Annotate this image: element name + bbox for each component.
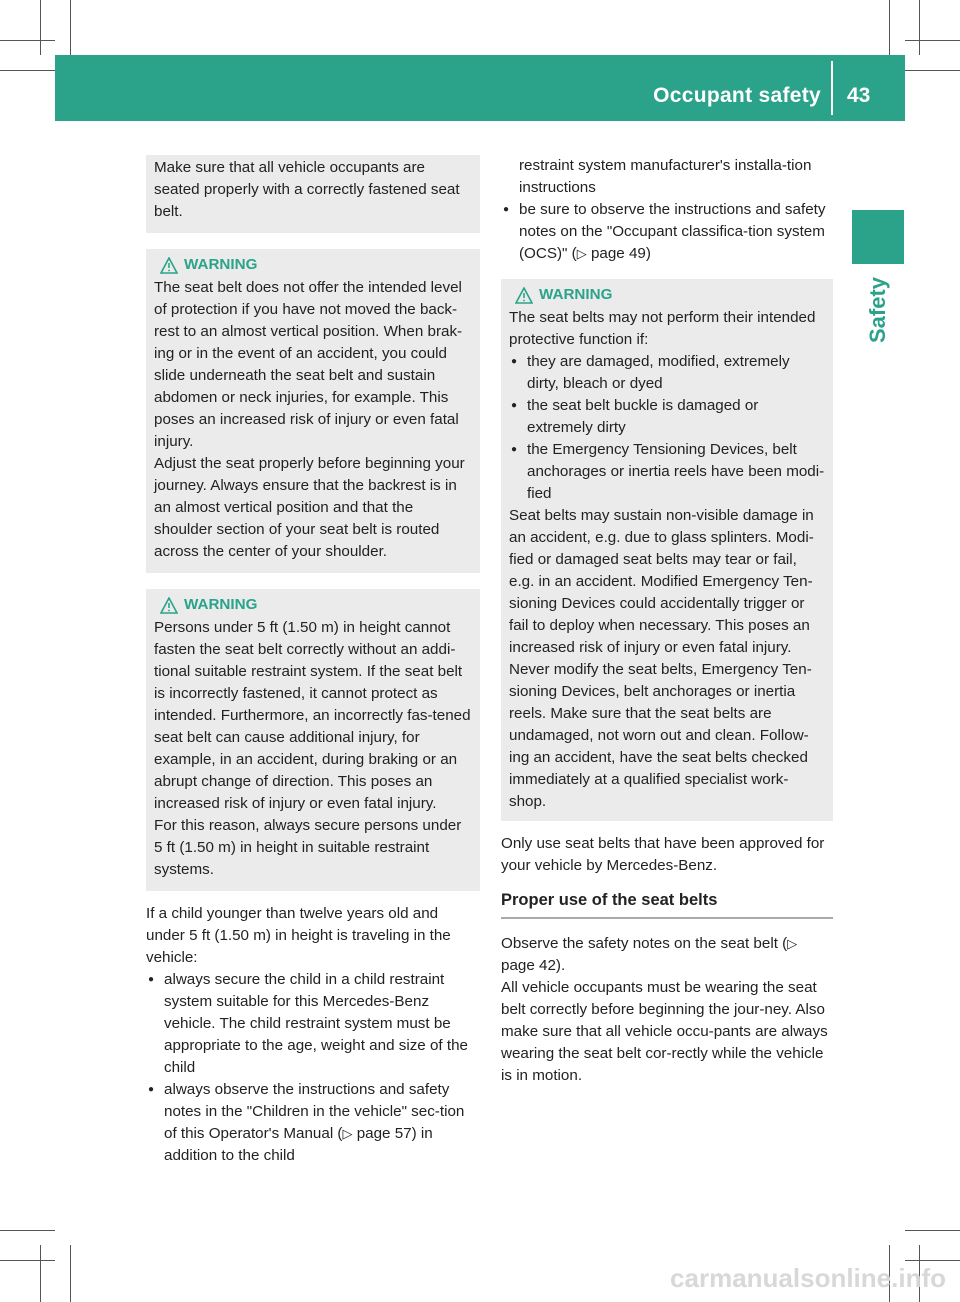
header-bar [55,55,905,121]
warning-label: WARNING [184,596,258,613]
list-item: ● the seat belt buckle is damaged or extremely dirty [509,395,825,439]
list-item: ● always secure the child in a child restraint system suitable for this Mercedes-Benz vehicle. The child restraint system must be appropriate to the age, weight and size of the child [146,969,480,1079]
warning-heading [160,253,472,277]
warning-text: The seat belt does not offer the intended level of protection if you have not moved the back-rest to an almost vertical position. When brak-ing or in the event of an accident, you could slide underneath the seat belt and sustain abdomen or neck injuries, for example. This poses an increased risk of injury or even fatal injury. [154,279,463,450]
crop-mark [0,1260,55,1261]
section-heading: Proper use of the seat belts [501,889,833,919]
page-number: 43 [847,84,871,107]
warning-text: Never modify the seat belts, Emergency Ten-sioning Devices, belt anchorages or inertia reels. Make sure that the seat belts are undamaged, not worn out and clean. Follow-ing an accident, have the seat belts checked immediately at a qualified specialist work-shop. [509,661,812,810]
warning-triangle-icon [160,597,178,614]
list-item: ● they are damaged, modified, extremely dirty, bleach or dyed [509,351,825,395]
page-reference[interactable]: page 42 [501,957,556,974]
warning-text: Seat belts may sustain non-visible damage in an accident, e.g. due to glass splinters. Modi-fied or damaged seat belts may tear or fail, e.g. in an accident. Modified Emergency Ten-sioning Devices could accidentally trigger or fail to deploy when necessary. This poses an increased risk of injury or even fatal injury. [509,507,814,656]
warning-text: The seat belts may not perform their intended protective function if: [509,309,816,348]
crop-mark [0,1230,55,1231]
crop-mark [919,0,920,55]
crop-mark [40,1245,41,1302]
crop-mark [70,1245,71,1302]
left-column [146,155,480,1167]
warning-box-3 [501,279,833,821]
note-box [146,155,480,233]
note-text: Make sure that all vehicle occupants are seated properly with a correctly fastened seat belt. [154,159,460,220]
right-column [501,155,833,1087]
warning-box-1 [146,249,480,573]
warning-heading [515,283,825,307]
header-separator [831,61,833,115]
warning-triangle-icon [160,257,178,274]
page-reference[interactable]: page 57 [356,1125,412,1142]
list-item: ● always observe the instructions and safety notes in the "Children in the vehicle" sec-tion of this Operator's Manual (▷ page 57) in addition to the child [146,1079,480,1167]
crop-mark [905,1260,960,1261]
crop-mark [905,70,960,71]
section-tab [852,264,904,354]
section-tab-label: Safety [865,276,890,344]
list-item: ● the Emergency Tensioning Devices, belt anchorages or inertia reels have been modi-fied [509,439,825,505]
warning-label: WARNING [539,286,613,303]
warning-text: Persons under 5 ft (1.50 m) in height cannot fasten the seat belt correctly without an addi-tional suitable restraint system. If the seat belt is incorrectly fastened, it cannot protect as intended. Furthermore, an incorrectly fas-tened seat belt can cause additional injury, for example, in an accident, during braking or an abrupt change of direction. This poses an increased risk of injury or even fatal injury. [154,619,471,812]
crop-mark [905,40,960,41]
warning-heading [160,593,472,617]
watermark: carmanualsonline.info [670,1263,946,1293]
body-text: Observe the safety notes on the seat belt (▷ page 42). [501,935,798,974]
page-reference[interactable]: page 49 [590,245,646,262]
crop-mark [0,40,55,41]
page-title: Occupant safety [653,84,821,107]
body-text: Only use seat belts that have been approved for your vehicle by Mercedes-Benz. [501,835,825,874]
list-item: ● be sure to observe the instructions and safety notes on the "Occupant classifica-tion system (OCS)" (▷ page 49) [501,199,833,265]
list-item-continued: restraint system manufacturer's installa-tion instructions [519,157,812,196]
warning-triangle-icon [515,287,533,304]
warning-box-2 [146,589,480,891]
crop-mark [0,70,55,71]
body-text: All vehicle occupants must be wearing the seat belt correctly before beginning the jour-ney. Also make sure that all vehicle occu-pants are always wearing the seat belt cor-rectly while the vehicle is in motion. [501,979,828,1084]
crop-mark [905,1230,960,1231]
crop-mark [889,0,890,55]
crop-mark [70,0,71,55]
warning-text: Adjust the seat properly before beginning your journey. Always ensure that the backrest is in an almost vertical position and that the shoulder section of your seat belt is routed across the center of your shoulder. [154,455,465,560]
body-text: If a child younger than twelve years old and under 5 ft (1.50 m) in height is traveling in the vehicle: [146,905,451,966]
warning-text: For this reason, always secure persons under 5 ft (1.50 m) in height in suitable restraint systems. [154,817,462,878]
crop-mark [40,0,41,55]
warning-label: WARNING [184,256,258,273]
section-marker [852,210,904,264]
